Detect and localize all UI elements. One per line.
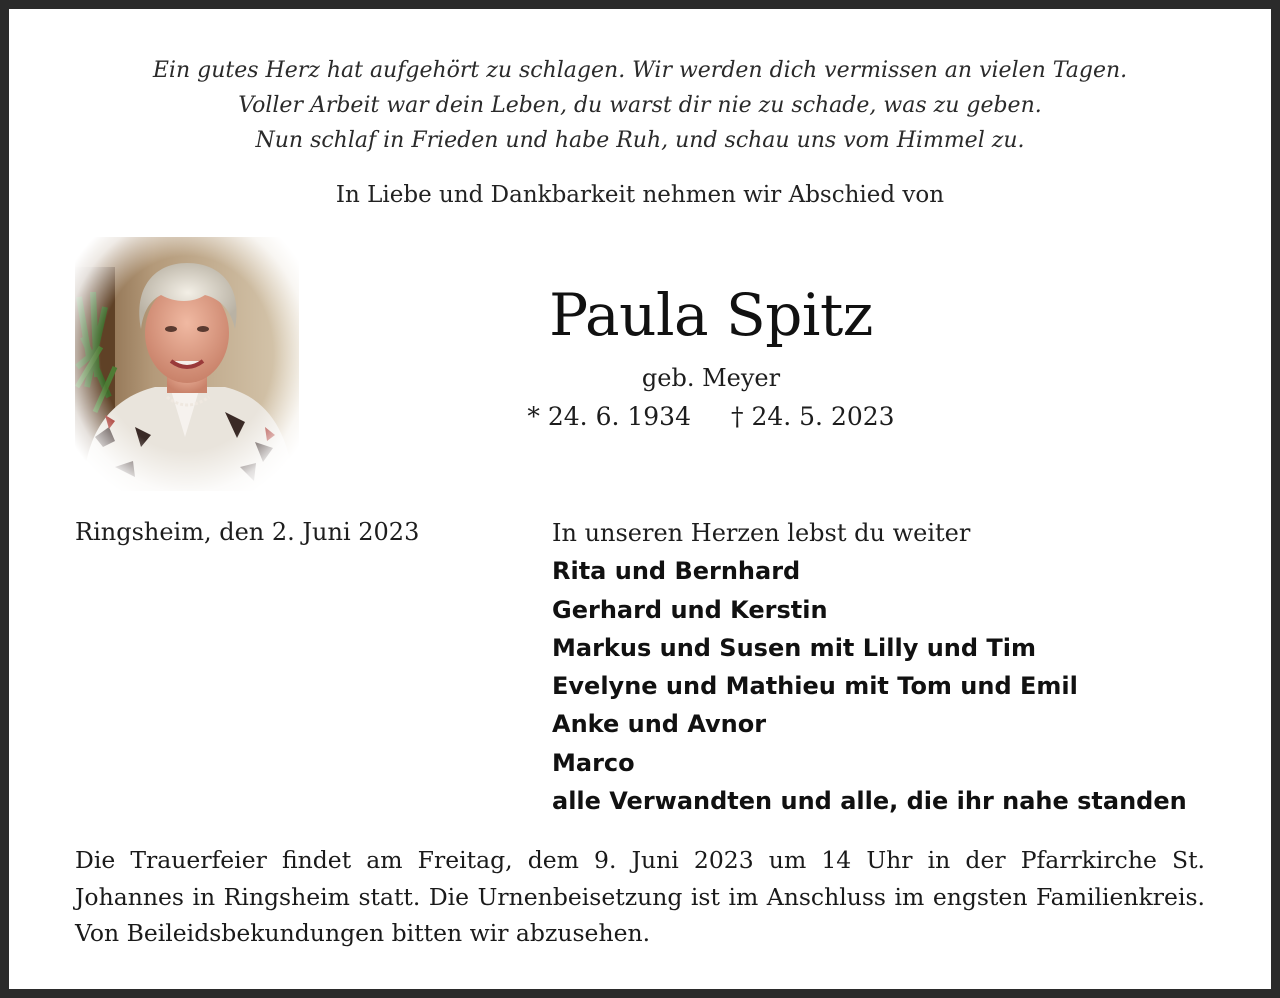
life-dates [409, 399, 1013, 435]
mourners-list [552, 514, 1252, 820]
ceremony-details: Die Trauerfeier findet am Freitag, dem 9. Juni 2023 um 14 Uhr in der Pfarrkirche St. Johannes in Ringsheim statt. Die Urnenbeisetzung ist im Anschluss im engsten Familienkreis. Von Beileidsbekundungen bitten wir abzusehen. [75, 846, 1205, 947]
mourner-name: Markus und Susen mit Lilly und Tim [552, 633, 1037, 662]
mourner-name: Anke und Avnor [552, 710, 767, 739]
mourners-lead: In unseren Herzen lebst du weiter [552, 519, 971, 547]
obituary-notice [9, 9, 1271, 989]
mourner-name: Marco [552, 748, 635, 777]
place-and-date: Ringsheim, den 2. Juni 2023 [75, 518, 420, 546]
farewell-intro: In Liebe und Dankbarkeit nehmen wir Abschied von [335, 182, 945, 208]
death-date: † 24. 5. 2023 [731, 402, 895, 431]
mourner-name: alle Verwandten und alle, die ihr nahe standen [552, 787, 1187, 816]
poem-line: Voller Arbeit war dein Leben, du warst dir nie zu schade, was zu geben. [238, 93, 1042, 118]
deceased-name: Paula Spitz [549, 281, 873, 349]
poem-line: Ein gutes Herz hat aufgehört zu schlagen. Wir werden dich vermissen an vielen Tagen. [152, 58, 1128, 83]
mourner-name: Gerhard und Kerstin [552, 595, 828, 624]
mourner-name: Evelyne und Mathieu mit Tom und Emil [552, 672, 1078, 701]
poem-line: Nun schlaf in Frieden und habe Ruh, und schau uns vom Himmel zu. [255, 128, 1025, 153]
mourner-name: Rita und Bernhard [552, 557, 801, 586]
portrait-photo [75, 237, 299, 491]
birth-date: * 24. 6. 1934 [527, 402, 691, 431]
deceased-block [409, 275, 1013, 435]
maiden-name: geb. Meyer [641, 364, 781, 392]
memorial-poem [9, 53, 1271, 158]
